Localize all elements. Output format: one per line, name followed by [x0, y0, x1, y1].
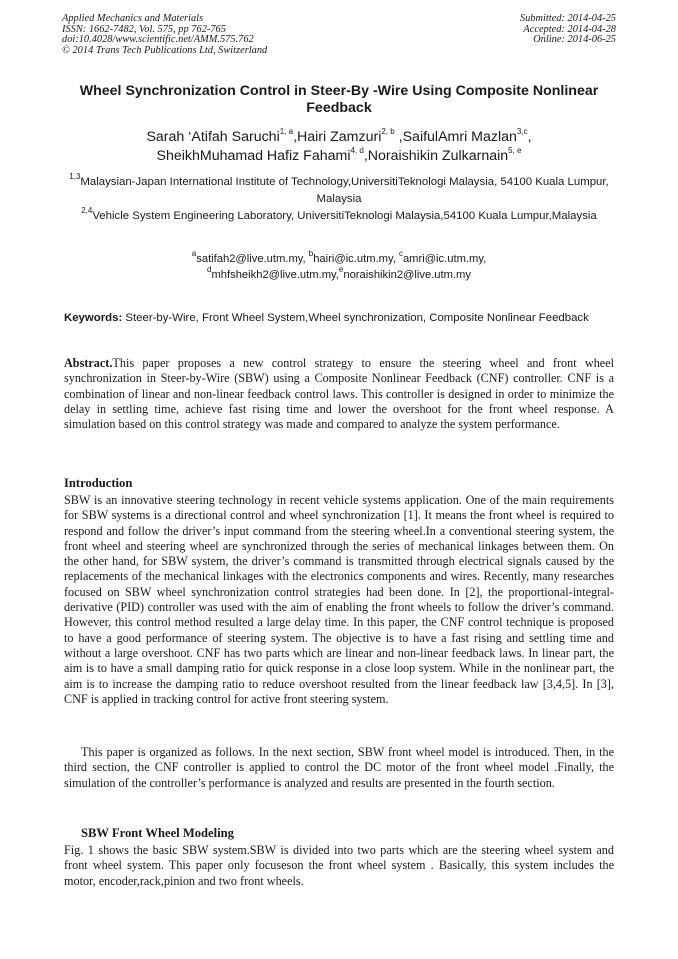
journal-name: Applied Mechanics and Materials — [62, 13, 204, 24]
paper-title: Wheel Synchronization Control in Steer-By -Wire Using Composite Nonlinear Feedback — [79, 83, 599, 116]
journal-header-left — [62, 14, 267, 56]
author-sup: 4, d — [350, 146, 364, 156]
author-name: Noraishikin Zulkarnain — [367, 148, 509, 164]
email-sup: e — [338, 265, 344, 275]
author-sep: , — [293, 129, 298, 145]
abstract-text: This paper proposes a new control strategy to ensure the steering wheel and front wheel synchronization in Steer-by-Wire (SBW) using a Composite Nonlinear Feedback (CNF) controller. CNF is a combination of linear and non-linear feedback control laws. This controller is designed in order to minimize the delay in settling time, achieve fast rising time and lower the overshoot for the front wheel response. A simulation based on this control strategy was made and compared to analyze the system performance. — [64, 356, 614, 432]
author-name: Sarah ‘Atifah Saruchi — [146, 129, 280, 145]
affiliation-text: Vehicle System Engineering Laboratory, UniversitiTeknologi Malaysia,54100 Kuala Lumpur,Malaysia — [92, 210, 597, 222]
email-sup: d — [207, 265, 212, 275]
author-emails — [62, 251, 616, 283]
email-link[interactable]: amri@ic.utm.my, — [402, 253, 487, 265]
email-sup: b — [308, 249, 314, 259]
journal-header-right — [520, 14, 616, 46]
author-sup: 3,c — [516, 127, 528, 137]
email-link[interactable]: noraishikin2@live.utm.my — [343, 269, 471, 281]
author-sup: 1, a — [279, 127, 294, 137]
introduction-paragraph-2: This paper is organized as follows. In the next section, SBW front wheel model is introduced. Then, in the third section, the CNF controller is applied to control the DC motor of the front wheel model .Finally, the simulation of the controller’s performance is analyzed and results are presented in the fourth section. — [64, 745, 614, 790]
email-sup: a — [191, 249, 197, 259]
abstract-label: Abstract. — [64, 356, 113, 370]
author-name: Hairi Zamzuri — [297, 129, 382, 145]
author-sup: 2, b — [381, 127, 395, 137]
keywords-label: Keywords: — [64, 312, 123, 324]
keywords-text: Steer-by-Wire, Front Wheel System,Wheel synchronization, Composite Nonlinear Feedback — [122, 312, 589, 324]
author-name: SheikhMuhamad Hafiz Fahami — [156, 148, 351, 164]
journal-copyright: © 2014 Trans Tech Publications Ltd, Switzerland — [62, 44, 268, 56]
author-list — [60, 128, 618, 166]
accepted-date: Accepted: 2014-04-28 — [523, 23, 616, 35]
submitted-date: Submitted: 2014-04-25 — [519, 13, 616, 24]
affiliation-2 — [62, 208, 616, 225]
email-sup: c — [398, 249, 403, 259]
section-heading-introduction: Introduction — [64, 476, 133, 490]
keywords — [64, 310, 614, 327]
journal-doi: doi:10.4028/www.scientific.net/AMM.575.762 — [62, 34, 254, 46]
section-heading-sbw-modeling: SBW Front Wheel Modeling — [81, 826, 234, 840]
author-sep: , — [527, 129, 532, 145]
email-link[interactable]: hairi@ic.utm.my, — [313, 253, 399, 265]
author-sep: , — [394, 129, 403, 145]
email-link[interactable]: mhfsheikh2@live.utm.my, — [211, 269, 339, 281]
journal-issn: ISSN: 1662-7482, Vol. 575, pp 762-765 — [62, 23, 226, 35]
author-sep: , — [363, 148, 368, 164]
abstract — [64, 356, 614, 432]
affiliation-sup: 2,4 — [81, 206, 93, 216]
author-name: SaifulAmri Mazlan — [402, 129, 517, 145]
online-date: Online: 2014-06-25 — [533, 34, 616, 46]
author-sup: 5, e — [508, 146, 522, 156]
affiliation-sup: 1,3 — [69, 172, 81, 182]
introduction-paragraph-1: SBW is an innovative steering technology in recent vehicle systems application. One of the main requirements for SBW systems is a directional control and wheel synchronization [1]. It means the front wheel is required to respond and follow the driver’s input command from the steering wheel.In a conventional steering system, the front wheel and steering wheel are synchronized through the series of mechanical linkages between them. On the other hand, for SBW system, the driver’s command is transmitted through electrical signals caused by the replacements of the mechanical linkages with the electronics components and wires. Recently, many researches focused on SBW wheel synchronization control strategies had been done. In [2], the proportional-integral-derivative (PID) controller was used with the aim of enabling the front wheels to follow the driver’s command. However, this control method resulted a large delay time. In this paper, the CNF control technique is proposed to have a good performance of steering system. The objective is to have a fast rising and settling time and without a large overshoot. CNF has two parts which are linear and non-linear feedback laws. In linear part, the aim is to have a small damping ratio for quick response in a close loop system. While in the nonlinear part, the aim is to increase the damping ratio to reduce overshoot resulted from the linear feedback law [3,4,5]. In [3], CNF is applied in tracking control for active front steering system. — [64, 493, 614, 706]
email-link[interactable]: satifah2@live.utm.my, — [196, 253, 309, 265]
sbw-modeling-paragraph: Fig. 1 shows the basic SBW system.SBW is divided into two parts which are the steering wheel system and front wheel system. This paper only focuseson the front wheel system . Basically, this system includes the motor, encoder,rack,pinion and two front wheels. — [64, 843, 614, 888]
affiliation-1 — [62, 174, 616, 208]
affiliation-text: Malaysian-Japan International Institute of Technology,UniversitiTeknologi Malaysia, 54100 Kuala Lumpur, Malaysia — [80, 176, 609, 205]
